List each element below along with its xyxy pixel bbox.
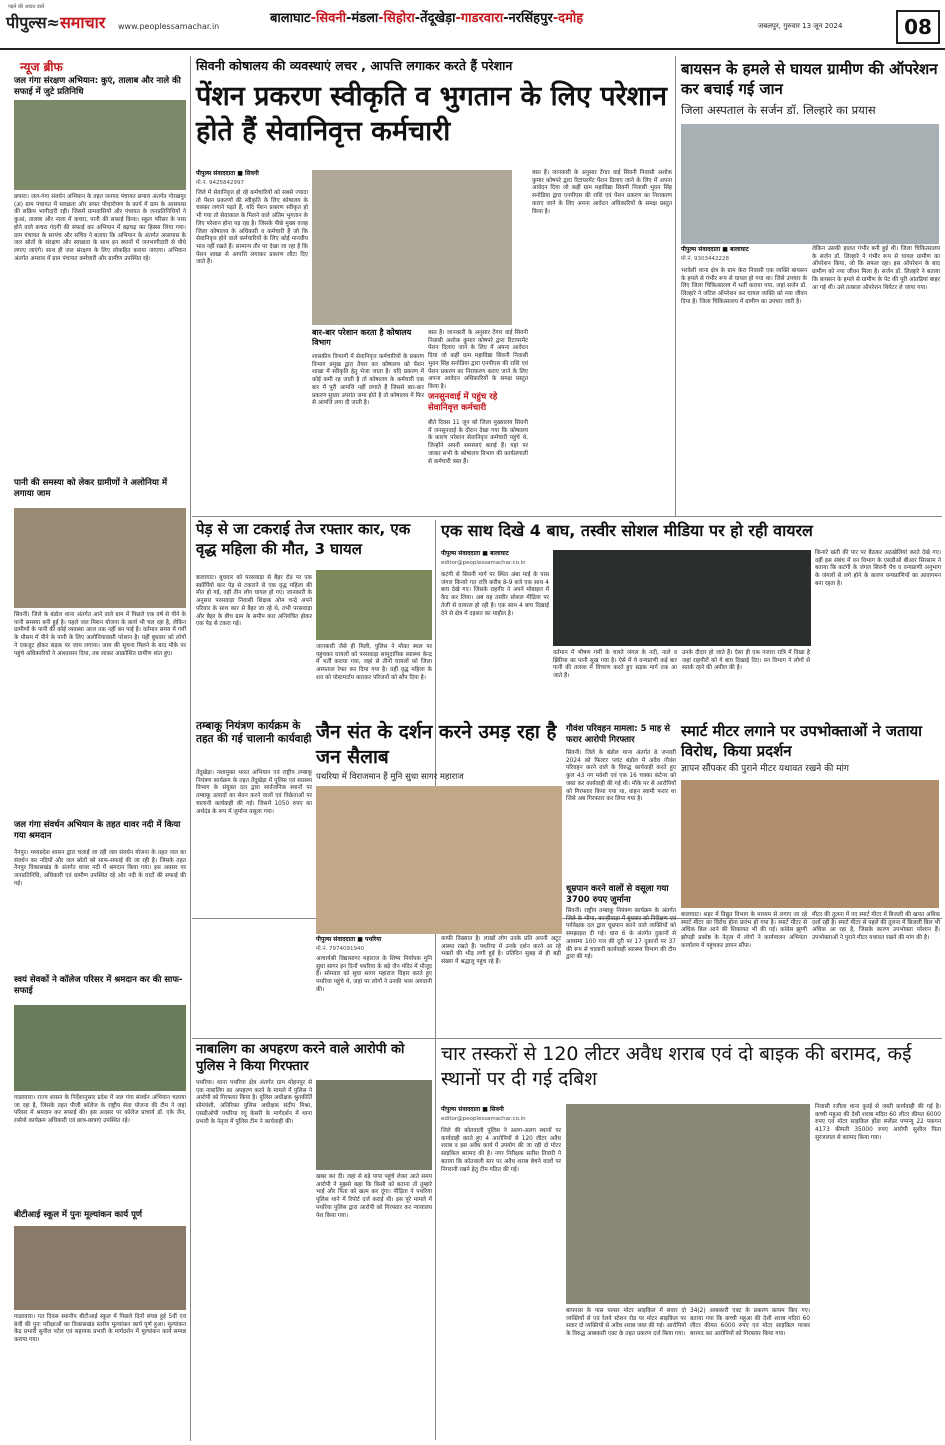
lead-col-2b: त्रस्त हैं। जानकारी के अनुसार टेंगार वाई सिवनी निवासी अशोक कुमार कोषपरे द्वारा रिटायरमेंट पेंशन दिलाए जाने के लिए में अपना आवेदन दिया जो कहीं ग्राम महाविद्या सिवनी निवासी भुवन सिंह सनोडिया द्वारा एनपीएस की राशि एवं पेंशन प्रकरण का निराकरण कराए जाने के लिए अपना आवेदन अधिकारियों के समक्ष प्रस्तुत किया है। <box>428 330 528 390</box>
district-narsinghpur: -नरसिंहपुर <box>503 11 553 26</box>
brief-4-title: स्वयं सेवकों ने कॉलेज परिसर में श्रमदान कर की साफ-सफाई <box>14 975 183 996</box>
district-tendukheda: -तेंदूखेड़ा <box>414 11 456 26</box>
kidnap-photo <box>316 1080 432 1170</box>
jain-byline: पीपुल्स संवाददाता ■ पथरिया <box>316 936 382 943</box>
column-rule <box>675 56 676 516</box>
tigers-photo <box>553 550 811 646</box>
brief-3-title: जल गंगा संवर्धन अभियान के तहत थावर नदी में किया गया श्रमदान <box>14 820 181 841</box>
gaurav-body: सिवनी। जिले के बंडोल थाना अंतर्गत 8 जनवरी 2024 को फिल्टर प्लांट बंडोल में अवैध गौवंश परिवहन करने वाले के विरुद्ध कार्यवाही करते हुए कुल 43 नग मवेशी एवं एक 16 चक्का कंटेनर को जब्त कर कार्यवाही की गई थी। मौके पर से आरोपियों को गिरफ्तार किया गया था, वाहन स्वामी फरार था जिसे अब गिरफ्तार कर लिया गया है। <box>566 750 676 803</box>
kidnap-col-2: खबर कर दी। जहां से बड़े पापा पहुंचे लेकर आते समय आरोपी ने मुझसे कहा कि किसी को बताना तो तुम्हारे भाई और पिता को खत्म कर दूंगा। पीड़िता ने पथरिया पुलिस थाने में रिपोर्ट दर्ज कराई थी। इस पूरे मामले में पथरिया पुलिस द्वारा आरोपी को गिरफ्तार कर न्यायालय पेश किया गया। <box>316 1174 432 1219</box>
lead-headline: पेंशन प्रकरण स्वीकृति व भुगतान के लिए परेशान होते हैं सेवानिवृत्त कर्मचारी <box>196 81 668 147</box>
smart-meter-headline: स्मार्ट मीटर लगाने पर उपभोक्ताओं ने जताया विरोध, किया प्रदर्शन <box>681 722 923 760</box>
bison-mobile: मो.नं. 9303442228 <box>681 256 730 262</box>
accident-col-1: बालाघाट। बुधवार को परसवाड़ा से बैहर रोड पर एक स्कॉर्पियो कार पेड़ से टकराने से एक वृद्ध महिला की मौत हो गई, वहीं तीन लोग घायल हो गए। जानकारी के अनुसार परसवाड़ा निवासी शिक्षक ओम चन्द्रे अपने परिवार के साथ कार से बैहर जा रहे थे, तभी परसवाड़ा और बैहर के बीच ग्राम के समीप कार अनियंत्रित होकर एक पेड़ से टकरा गई। <box>196 575 312 628</box>
brief-4-photo <box>14 1005 186 1091</box>
masthead-brand: पीपुल्स <box>6 13 47 32</box>
jain-col-1: आचार्यश्री विद्यासागर महाराज के शिष्य निर्यापक मुनि सुधा सागर इन दिनों पथरिया के बड़े जैन मंदिर में मौजूद हैं। सोमवार को सुधा सागर महाराज विहार करते हुए पथरिया पहुंचे थे, जहां पर लोगों ने उनकी भव्य अगवानी की। <box>316 956 432 993</box>
lead-col-3: बीते दिवस 11 जून को जिला मुख्यालय सिवनी में जनसुनवाई के दौरान देखा गया कि कोषालय के कारण परेशान सेवानिवृत्त कर्मचारी पहुंचे थे, जिन्होंने अपनी समस्याएं बताई हैं। यहां पर जाकर सभी के कोषालय विभाग की कार्यप्रणाली से कर्मचारी त्रस्त हैं। <box>428 420 528 465</box>
jain-mobile: मो.नं. 7974091940 <box>316 946 365 952</box>
masthead-brand-separator: ≈ <box>46 13 60 32</box>
jain-subhead: पथरिया में विराजमान हैं मुनि सुधा सागर महाराज <box>316 772 464 782</box>
smoking-body: सिवनी। राष्ट्रीय तम्बाकू नियंत्रण कार्यक्रम के अंतर्गत जिले के भीमा, कान्हीवाड़ा में बुधवार को निरीक्षण एवं पर्यवेक्षक दल द्वारा धूम्रपान करने वाले व्यक्तियों को समझाइश दी गई। धारा 6 के अंतर्गत दुकानों से आयस्मा 100 गज की दूरी पर 17 दुकानों पर 37 की रूप से चालानी कार्यवाही स्वास्थ्य विभाग की टीम द्वारा की गई। <box>566 908 676 961</box>
liquor-photo <box>566 1104 810 1304</box>
kidnap-headline: नाबालिग का अपहरण करने वाले आरोपी को पुलिस ने किया गिरफ्तार <box>196 1042 405 1074</box>
bison-col-1: भरवेली थाना क्षेत्र के ग्राम केरा निवासी एक व्यक्ति बायसन के हमले से गंभीर रूप से घायल हो गया था। जिसे उपचार के लिए जिला चिकित्सालय में भर्ती कराया गया, जहां सर्जन डॉ. लिल्हारे ने जटिल ऑपरेशन कर घायल व्यक्ति को नया जीवन दिया है। जिला चिकित्सालय में ग्रामीण का उपचार जारी है। <box>681 268 807 305</box>
district-list <box>270 10 583 27</box>
tobacco-headline: तम्बाकू नियंत्रण कार्यक्रम के तहत की गई चालानी कार्यवाही <box>196 720 312 746</box>
bison-subhead: जिला अस्पताल के सर्जन डॉ. लिल्हारे का प्रयास <box>681 103 876 117</box>
accident-photo <box>316 570 432 640</box>
liquor-col-3: 34(2) आबकारी एक्ट के प्रकरण कायम किए गए। बताया गया कि कच्ची महुआ की देशी शराब मदिरा 60 लीटर कीमत 6000 रुपए एवं मोटर साइकिल पल्सर बरामद कर आरोपियों को गिरफ्तार किया गया। <box>690 1308 810 1338</box>
bison-headline: बायसन के हमले से घायल ग्रामीण की ऑपरेशन कर बचाई गई जान <box>681 60 938 98</box>
district-sihora: -सिहोरा <box>378 11 415 26</box>
lead-col-4: त्रस्त हैं। जानकारी के अनुसार टेंगार वाई सिवनी निवासी अशोक कुमार कोषपरे द्वारा रिटायरमेंट पेंशन दिलाए जाने के लिए में अपना आवेदन दिया जो कहीं ग्राम महाविद्या सिवनी निवासी भुवन सिंह सनोडिया द्वारा एनपीएस की राशि एवं पेंशन प्रकरण का निराकरण कराए जाने के लिए अपना आवेदन अधिकारियों के समक्ष प्रस्तुत किया है। <box>532 170 672 215</box>
lead-col-1: जिले में सेवानिवृत्त हो रहे कर्मचारियों को सबसे ज्यादा तो पेंशन प्रकरणों की स्वीकृति के लिए कोषालय के चक्कर लगाने पड़ते हैं, यदि पेंशन प्रकरण स्वीकृत हो भी गया तो सेवाकाल के मिलने वाले अंतिम भुगतान के लिए परेशान होना पड़ रहा है। जिसके पीछे मुख्य वजह जिला कोषालय के अधिकारी व कर्मचारी हैं जो कि सेवानिवृत्त होने वाले कर्मचारियों के लिए कोई मानवीय भाव नहीं रखते हैं। सामान्य तौर पर देखा जा रहा है कि पेंशन शाखा से आपत्ति लगाकर प्रकरण लौटा दिए जाते हैं। <box>196 190 308 266</box>
district-seoni: -सिवनी <box>310 11 346 26</box>
district-gadarwara: -गाडरवारा <box>455 11 504 26</box>
page-number: 08 <box>896 10 940 44</box>
column-rule <box>190 56 191 1441</box>
district-balaghat: बालाघाट <box>270 11 311 26</box>
liquor-col-1: जिले की कोतवाली पुलिस ने अलग-अलग स्थानों पर कार्यवाही करते हुए 4 आरोपियों से 120 लीटर अवैध शराब व इस अवैध कार्य में उपयोग की जा रही दो मोटर साइकिल बरामद की है। नगर निरीक्षक सतीश तिवारी ने बताया कि कोतवाली स्तर पर अवैध शराब बेचने वालों पर निगरानी रखने हेतु टीम गठित की गई। <box>441 1128 561 1173</box>
liquor-col-2: बायपास के पास पल्सर मोटर साइकिल में सवार दो व्यक्तियों से एवं रेलवे स्टेशन रोड पर मोटर साइकिल पर सवार दो व्यक्तियों से अवैध शराब जब्त की गई। आरोपियों के विरुद्ध आबकारी एक्ट के तहत प्रकरण दर्ज किया गया। <box>566 1308 686 1338</box>
brief-5-photo <box>14 1226 186 1310</box>
lead-kicker: सिवनी कोषालय की व्यवस्थाएं लचर , आपत्ति लगाकर करते हैं परेशान <box>196 58 513 73</box>
brief-3-body: नैनपुर। मध्यप्रदेश शासन द्वारा चलाई जा रही जल संवर्धन योजना के तहत जल का संवर्धन कर नदियों और जल स्रोतों को साफ-सफाई की जा रही है। जिसके तहत नैनपुर विकासखंड के अंतर्गत थावर नदी में श्रमदान किया गया। इस अवसर पर जनप्रतिनिधि, अधिकारी एवं ग्रामीण उपस्थित रहे और नदी के घाटों की सफाई की गई। <box>14 850 186 887</box>
gaurav-headline: गौवंश परिवहन मामला: 5 माह से फरार आरोपी गिरफ्तार <box>566 724 670 745</box>
brief-2-title: पानी की समस्या को लेकर ग्रामीणों ने अलोनिया में लगाया जाम <box>14 478 168 499</box>
brief-5-title: बीटीआई स्कूल में पुनः मूल्यांकन कार्य पूर्ण <box>14 1210 143 1220</box>
brief-2-photo <box>14 508 186 608</box>
bison-photo <box>681 124 939 244</box>
masthead-site: www.peoplessamachar.in <box>118 22 220 31</box>
smart-meter-col-1: बालाघाट। शहर में विद्युत विभाग के माध्यम से लगाए जा रहे स्मार्ट मीटर का विरोध होना प्रारंभ हो गया है। स्मार्ट मीटर से अधिक बिल आने की शिकायत भी की गई। कांग्रेस झुग्गी झोपड़ी प्रकोष्ठ के नेतृत्व में लोगों ने कार्यपालन अभियंता कार्यालय में पहुंचकर ज्ञापन सौंपा। <box>681 912 807 949</box>
jain-headline: जैन संत के दर्शन करने उमड़ रहा है जन सैलाब <box>316 721 557 768</box>
row-rule <box>192 1038 942 1039</box>
tigers-col-2: वर्तमान में भीषण गर्मी के चलते जंगल के नदी, नाले व झिरिया का पानी सूख गया है। ऐसे में ये वन्यप्राणी कई बार पानी की तलाश में विचरण करते हुए सड़क मार्ग तक आ जाते हैं। <box>553 650 677 680</box>
kidnap-body: पथरिया। थाना पथरिया क्षेत्र अंतर्गत ग्राम मोहनपुर से एक नाबालिग का अपहरण करने के मामले में पुलिस ने आरोपी को गिरफ्तार किया है। पुलिस अधीक्षक श्रुतकीर्ति सोमवंशी, अतिरिक्त पुलिस अधीक्षक संदीप मिश्रा, एसडीओपी पथरिया रघु केसरी के मार्गदर्शन में थाना प्रभारी के नेतृत्व में पुलिस टीम ने कार्यवाही की। <box>196 1080 312 1125</box>
brief-4-body: गाडरवारा। राज्य शासन के निर्देशानुसार प्रदेश में जल गंगा संवर्धन अभियान चलाया जा रहा है, जिसके तहत पीजी कॉलेज के राष्ट्रीय सेवा योजना की टीम ने जहां परिसर में श्रमदान कर सफाई की। इस अवसर पर कॉलेज प्राचार्य डॉ. एके जैन, रासेयो कार्यक्रम अधिकारी एवं छात्र-छात्राएं उपस्थित रहे। <box>14 1095 186 1125</box>
smart-meter-photo <box>681 780 939 908</box>
smart-meter-col-2: मीटर की तुलना में नए स्मार्ट मीटर में बिजली की खपत अधिक दर्शा रही है। स्मार्ट मीटर से पहले की तुलना में बिजली बिल भी अधिक आ रहा है, जिसके कारण उपभोक्ता परेशान हैं। उपभोक्ताओं ने पुराने मीटर यथावत रखने की मांग की है। <box>812 912 940 942</box>
jain-photo <box>316 786 562 934</box>
bison-col-2: लेकिन उसकी हालत गंभीर बनी हुई थी। जिला चिकित्सालय के सर्जन डॉ. लिल्हारे ने गंभीर रूप से घायल ग्रामीण का ऑपरेशन किया, जो कि सफल रहा। इस ऑपरेशन के बाद ग्रामीण को नया जीवन मिला है। सर्जन डॉ. लिल्हारे ने बताया कि बायसन के हमले से ग्रामीण के पेट की पूरी आंतड़ियां बाहर आ गई थी। उसे तत्काल ऑपरेशन थियेटर ले जाया गया। <box>812 246 940 291</box>
row-rule <box>192 516 942 517</box>
smoking-headline: धूम्रपान करने वालों से वसूला गया 3700 रुपए जुर्माना <box>566 884 669 905</box>
lead-subhead-2: जनसुनवाई में पहुंच रहे सेवानिवृत्त कर्मचारी <box>428 392 498 413</box>
news-brief-label: न्यूज ब्रीफ <box>20 60 63 74</box>
liquor-email: editor@peoplessamachar.co.in <box>441 1116 526 1122</box>
bison-byline: पीपुल्स संवाददाता ■ बालाघाट <box>681 246 749 253</box>
tigers-email: editor@peoplessamachar.co.in <box>441 560 526 566</box>
liquor-col-4: निवासी रजीला थाना कुरई से जब्ती कार्यवाही की गई है। कच्ची महुआ की देशी शराब मदिरा 60 लीटर कीमत 6000 रुपए एवं मोटर साइकिल होंडा स्प्लेंडर पप्पन्यू 22 पकगन 4173 कीमती 35000 रुपए आरोपी सुशील पिता सुरजलाल से बरामद किया गया। <box>815 1104 941 1141</box>
lead-photo <box>312 170 512 325</box>
brief-5-body: गाडरवारा। गत दिवस स्थानीय बीटीआई स्कूल में पिछले दिनों संपन्न हुई 5वीं एवं 8वीं की पुनः परीक्षाओं का विकासखंड स्तरीय मूल्यांकन कार्य पूर्ण हुआ। मूल्यांकन केंद्र प्रभारी सुनील पटेल एवं सहायक प्रभारी के मार्गदर्शन में मूल्यांकन कार्य सम्पन्न कराया गया। <box>14 1314 186 1344</box>
masthead-brand-accent: समाचार <box>59 13 106 32</box>
accident-col-2: जानकारी जैसे ही मिली, पुलिस ने मौका स्थल पर पहुंचकर घायलों को परसवाड़ा सामुदायिक स्वास्थ्य केन्द्र में भर्ती कराया गया, जहां से तीनों घायलों को जिला अस्पताल रेफर कर दिया गया है। वहीं वृद्ध महिला के शव को पोस्टमार्टम कराकर परिजनों को सौंप दिया है। <box>316 644 432 681</box>
lead-photo-caption: बार-बार परेशान करता है कोषालय विभाग <box>312 328 412 347</box>
dateline: जबलपुर, गुरुवार 13 जून 2024 <box>758 22 843 30</box>
jain-col-2: काफी विख्यात है। लाखों लोग उनके प्रति अपनी अटूट आस्था रखते हैं। पथरिया में उनके दर्शन करने आ रहे भक्तों की भीड़ लगी हुई है। प्रतिदिन सुबह से ही बड़ी संख्या में श्रद्धालु पहुंच रहे हैं। <box>441 936 561 966</box>
masthead-logo <box>6 12 105 33</box>
lead-col-2: शासकीय विभागों में सेवानिवृत्त कर्मचारियों के प्रकरण विभाग प्रमुख द्वारा तैयार कर कोषालय को पेंशन शाखा में स्वीकृति हेतु भेजा जाता है। यदि प्रकरण में कोई कमी रह जाती है तो कोषालय के कर्मचारी एक बार में पूरी आपत्ति नहीं लगाते हैं जिससे बार-बार प्रकरण सुधार उपरांत जमा होते है तो कोषालय में फिर से आपत्ति लगा दी जाती है। <box>312 354 424 407</box>
page-header <box>0 0 945 50</box>
tigers-headline: एक साथ दिखे 4 बाघ, तस्वीर सोशल मीडिया पर हो रही वायरल <box>441 521 813 540</box>
lead-byline: पीपुल्स संवाददाता ■ सिवनी <box>196 170 259 177</box>
district-mandla: -मंडला <box>345 11 379 26</box>
tigers-byline: पीपुल्स संवाददाता ■ बालाघाट <box>441 550 509 557</box>
column-rule <box>435 920 436 1440</box>
tigers-col-1: कटंगी से सिवनी मार्ग पर स्थित अंबा माई के पास जंगल किनारे गत रात्रि करीब 8-9 बजे एक साथ 4 बाघ देखे गए। जिसके राहगीर ने अपने मोबाइल में कैद कर लिया। अब यह तस्वीर सोशल मीडिया पर तेजी से वायरल हो रही है। एक साथ 4 बाघ दिखाई देने से क्षेत्र में दहशत का माहौल है। <box>441 572 549 617</box>
brief-1-photo <box>14 100 186 190</box>
liquor-byline: पीपुल्स संवाददाता ■ सिवनी <box>441 1106 504 1113</box>
tobacco-body: तेंदूखेड़ा। नशामुक्त भारत अभियान एवं राष्ट्रीय तम्बाकू नियंत्रण कार्यक्रम के तहत तेंदूखेड़ा में पुलिस एवं स्वास्थ्य विभाग के संयुक्त दल द्वारा सार्वजनिक स्थानों पर तम्बाकू उत्पादों का सेवन करने वालों एवं विक्रेताओं पर चालानी कार्यवाही की गई। जिसमें 1050 रुपए का अर्थदंड के रूप में जुर्माना वसूला गया। <box>196 770 312 815</box>
masthead-tagline: पढ़ने की आदत डालें <box>8 4 45 10</box>
brief-1-title: जल गंगा संरक्षण अभियान: कुएं, तालाब और नाले की सफाई में जुटे प्रतिनिधि <box>14 76 181 97</box>
lead-mobile: मो.नं. 9425842997 <box>196 180 245 186</box>
liquor-headline: चार तस्करों से 120 लीटर अवैध शराब एवं दो बाइक की बरामद, कई स्थानों पर दी गई दबिश <box>441 1043 912 1090</box>
district-damoh: -दमोह <box>552 11 584 26</box>
smart-meter-subhead: ज्ञापन सौंपकर की पुराने मीटर यथावत रखने की मांग <box>681 764 850 774</box>
brief-1-body: छपारा। जल-गंगा संवर्धन अभियान के तहत जनपद पंचायत छपारा अंतर्गत गोरखपुर (अ) ग्राम पंचायत में स्वच्छता और सफर पौधारोपण के कार्य में ग्राम के आसपास की सक्रिय भागीदारी रही। जिसमें ग्रामवासियों और पंचायत के जनप्रतिनिधियों ने कुआं, तालाब और नाला में कचरा, पानी की सफाई किया। स्कूल परिसर के पास होने वाले कचरा गंदगी की सफाई कर अभियान में बढ़चढ़ कर हिस्सा लिया गया। ग्राम पंचायत के सरपंच और सचिव ने बताया कि अभियान के अंतर्गत आसपास के जल स्रोतों के संरक्षण और स्वच्छता के साथ इन स्थानों में जनभागीदारी से पौधे लगाए जाएंगे। साथ ही जल संरक्षण के लिए लोकहित बनाया जाएगा। अभियान अंतर्गत अमराव में ग्राम पंचायत कर्मचारी और ग्रामीण उपस्थित रहे। <box>14 194 186 262</box>
tigers-col-3: उनके दीदार हो जाते हैं। ऐसा ही एक नजारा रात्रि में दिखा है जहां राहगीरों को ये बाघ दिखाई दिए। वन विभाग ने लोगों से सतर्क रहने की अपील की है। <box>682 650 810 672</box>
brief-2-body: सिवनी। जिले के बंडोल थाना अंतर्गत आने वाले ग्राम में पिछले एक वर्ष से पीने के पानी समस्या बनी हुई है। पहले जल मिशन योजना के कार्य भी चल रहा है, लेकिन ग्रामीणों के पानी की कोई व्यवस्था आज तक नहीं बन पाई है। वर्तमान समय में गर्मी के मौसम में पीने के पानी के लिए अलोनियावासी परेशान है। यहीं बुधवार को लोगों ने एकजुट होकर सड़क पर जाम लगाया। जाम की सूचना मिलने के बाद मौके पर पहुंचे अधिकारियों ने आश्वासन दिया, तब जाकर आक्रोशित ग्रामीण शांत हुए। <box>14 612 186 657</box>
tigers-col-4: किनारे खंती की पार पर बैठकर अठखेलियां करते देखे गए। वहीं इस संबंध में वन विभाग के एसडीओ बीआर सिरसाम ने बताया कि कटंगी के जंगल सिवनी पेंच व वन्यप्राणी अनुभाग के जंगलों से लगे होने के कारण वन्यप्राणियों का आवागमन बना रहता है। <box>815 550 941 587</box>
accident-headline: पेड़ से जा टकराई तेज रफ्तार कार, एक वृद्ध महिला की मौत, 3 घायल <box>196 520 411 558</box>
